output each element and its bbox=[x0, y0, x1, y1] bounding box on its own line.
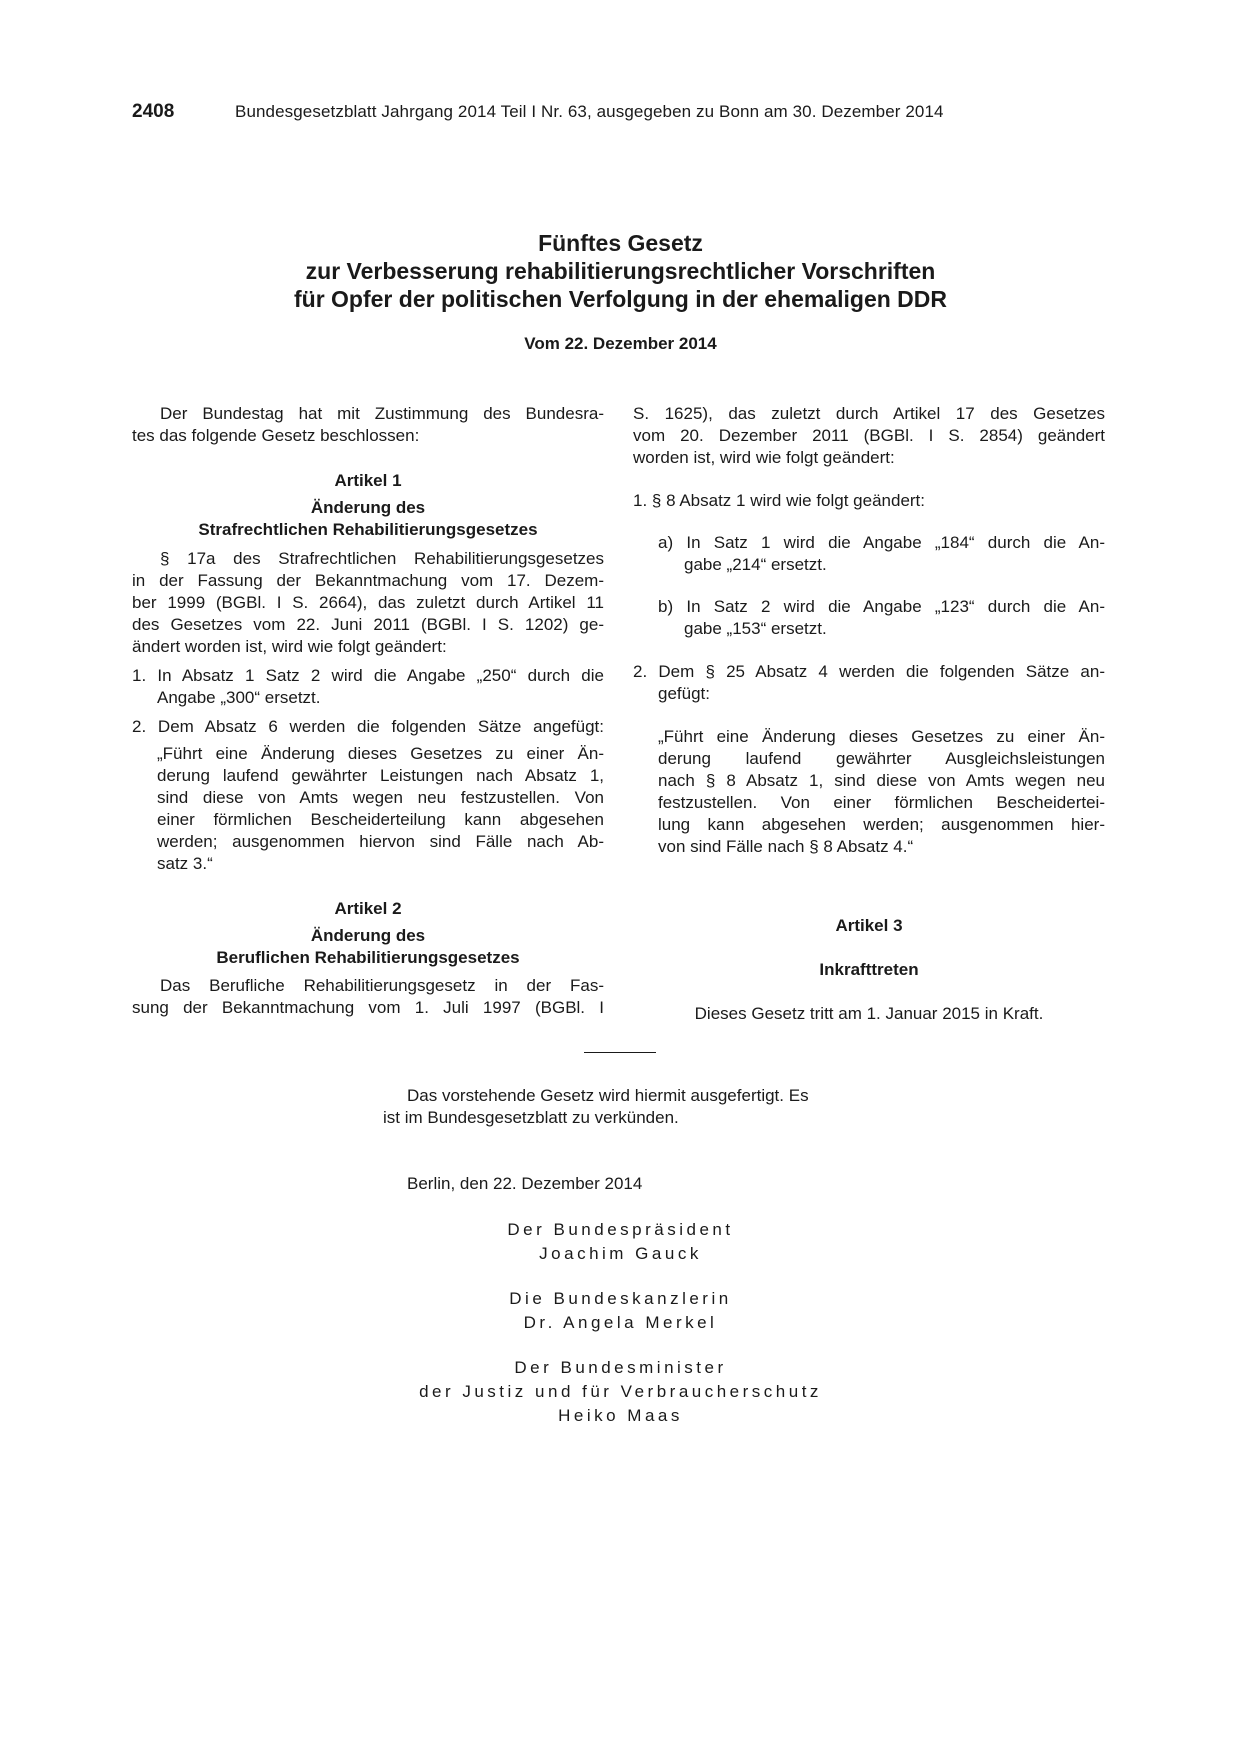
art1-item-1-line-1: 1. In Absatz 1 Satz 2 wird die Angabe „250“ durch die bbox=[132, 666, 604, 685]
art1-quote-line: „Führt eine Änderung dieses Gesetzes zu einer Än- bbox=[157, 744, 604, 763]
law-date: Vom 22. Dezember 2014 bbox=[524, 334, 717, 353]
art2-body-line: Das Berufliche Rehabilitierungsgesetz in der Fas- bbox=[160, 976, 604, 995]
art1-body-line: § 17a des Strafrechtlichen Rehabilitierungsgesetzes bbox=[160, 549, 604, 568]
art2-quote-line: von sind Fälle nach § 8 Absatz 4.“ bbox=[658, 837, 914, 856]
art2-heading-1: Änderung des bbox=[310, 926, 426, 945]
art2-cont-line: S. 1625), das zuletzt durch Artikel 17 des Gesetzes bbox=[633, 404, 1105, 423]
page-number: 2408 bbox=[132, 101, 175, 122]
art1-quote-line: einer förmlichen Bescheiderteilung kann abgesehen bbox=[157, 810, 604, 829]
art1-quote-line: derung laufend gewährter Leistungen nach Absatz 1, bbox=[157, 766, 604, 785]
art1-label: Artikel 1 bbox=[334, 471, 402, 490]
closing-line-2: ist im Bundesgesetzblatt zu verkünden. bbox=[383, 1108, 679, 1127]
art2-item-1: 1. § 8 Absatz 1 wird wie folgt geändert: bbox=[633, 491, 926, 510]
art3-heading: Inkrafttreten bbox=[819, 960, 919, 979]
art2-item-1b-line-2: gabe „153“ ersetzt. bbox=[684, 619, 827, 638]
closing-line-1: Das vorstehende Gesetz wird hiermit ausgefertigt. Es bbox=[407, 1086, 809, 1105]
art1-item-1-line-2: Angabe „300“ ersetzt. bbox=[157, 688, 321, 707]
art2-quote-line: festzustellen. Von einer förmlichen Bescheidertei- bbox=[658, 793, 1105, 812]
running-title: Bundesgesetzblatt Jahrgang 2014 Teil I Nr. 63, ausgegeben zu Bonn am 30. Dezember 2014 bbox=[235, 102, 944, 121]
art1-quote-line: sind diese von Amts wegen neu festzustellen. Von bbox=[157, 788, 604, 807]
art2-cont-line: vom 20. Dezember 2011 (BGBl. I S. 2854) geändert bbox=[633, 426, 1105, 445]
art2-label: Artikel 2 bbox=[334, 899, 402, 918]
art1-item-2-lead: 2. Dem Absatz 6 werden die folgenden Sätze angefügt: bbox=[132, 717, 604, 736]
signatory-1-title: Der Bundespräsident bbox=[507, 1220, 734, 1239]
art2-quote-line: „Führt eine Änderung dieses Gesetzes zu einer Än- bbox=[658, 727, 1105, 746]
art1-body-line: in der Fassung der Bekanntmachung vom 17. Dezem- bbox=[132, 571, 604, 590]
art3-body: Dieses Gesetz tritt am 1. Januar 2015 in Kraft. bbox=[694, 1004, 1044, 1023]
signatory-2-title: Die Bundeskanzlerin bbox=[509, 1289, 732, 1308]
separator-rule bbox=[584, 1052, 656, 1053]
art2-body-line: sung der Bekanntmachung vom 1. Juli 1997 (BGBl. I bbox=[132, 998, 604, 1017]
signatory-3-name: Heiko Maas bbox=[558, 1406, 683, 1425]
place-date: Berlin, den 22. Dezember 2014 bbox=[407, 1174, 643, 1193]
intro-line-1: Der Bundestag hat mit Zustimmung des Bundesra- bbox=[160, 404, 604, 423]
signatory-2-name: Dr. Angela Merkel bbox=[523, 1313, 718, 1332]
art2-item-1b-line-1: b) In Satz 2 wird die Angabe „123“ durch die An- bbox=[658, 597, 1105, 616]
law-title-line-3: für Opfer der politischen Verfolgung in der ehemaligen DDR bbox=[293, 286, 948, 312]
art1-body-line: des Gesetzes vom 22. Juni 2011 (BGBl. I S. 1202) ge- bbox=[132, 615, 604, 634]
art2-item-2-line-1: 2. Dem § 25 Absatz 4 werden die folgenden Sätze an- bbox=[633, 662, 1105, 681]
art2-quote-line: derung laufend gewährter Ausgleichsleistungen bbox=[658, 749, 1105, 768]
law-title-line-1: Fünftes Gesetz bbox=[538, 230, 703, 256]
art1-heading-1: Änderung des bbox=[310, 498, 426, 517]
art2-heading-2: Beruflichen Rehabilitierungsgesetzes bbox=[216, 948, 520, 967]
art1-heading-2: Strafrechtlichen Rehabilitierungsgesetzes bbox=[198, 520, 538, 539]
art2-quote-line: nach § 8 Absatz 1, sind diese von Amts wegen neu bbox=[658, 771, 1105, 790]
law-title-line-2: zur Verbesserung rehabilitierungsrechtlicher Vorschriften bbox=[305, 258, 936, 284]
signatory-1-name: Joachim Gauck bbox=[539, 1244, 702, 1263]
art2-quote-line: lung kann abgesehen werden; ausgenommen hier- bbox=[658, 815, 1105, 834]
art1-quote-line: satz 3.“ bbox=[157, 854, 213, 873]
art2-cont-line: worden ist, wird wie folgt geändert: bbox=[633, 448, 895, 467]
art2-item-1a-line-1: a) In Satz 1 wird die Angabe „184“ durch die An- bbox=[658, 533, 1105, 552]
art1-body-line: ber 1999 (BGBl. I S. 2664), das zuletzt durch Artikel 11 bbox=[132, 593, 604, 612]
signatory-3-title: Der Bundesminister bbox=[514, 1358, 727, 1377]
art2-item-2-line-2: gefügt: bbox=[658, 684, 710, 703]
art2-item-1a-line-2: gabe „214“ ersetzt. bbox=[684, 555, 827, 574]
intro-line-2: tes das folgende Gesetz beschlossen: bbox=[132, 426, 420, 445]
art3-label: Artikel 3 bbox=[835, 916, 903, 935]
art1-body-line: ändert worden ist, wird wie folgt geändert: bbox=[132, 637, 447, 656]
art1-quote-line: werden; ausgenommen hiervon sind Fälle nach Ab- bbox=[157, 832, 604, 851]
signatory-3-office: der Justiz und für Verbraucherschutz bbox=[419, 1382, 822, 1401]
